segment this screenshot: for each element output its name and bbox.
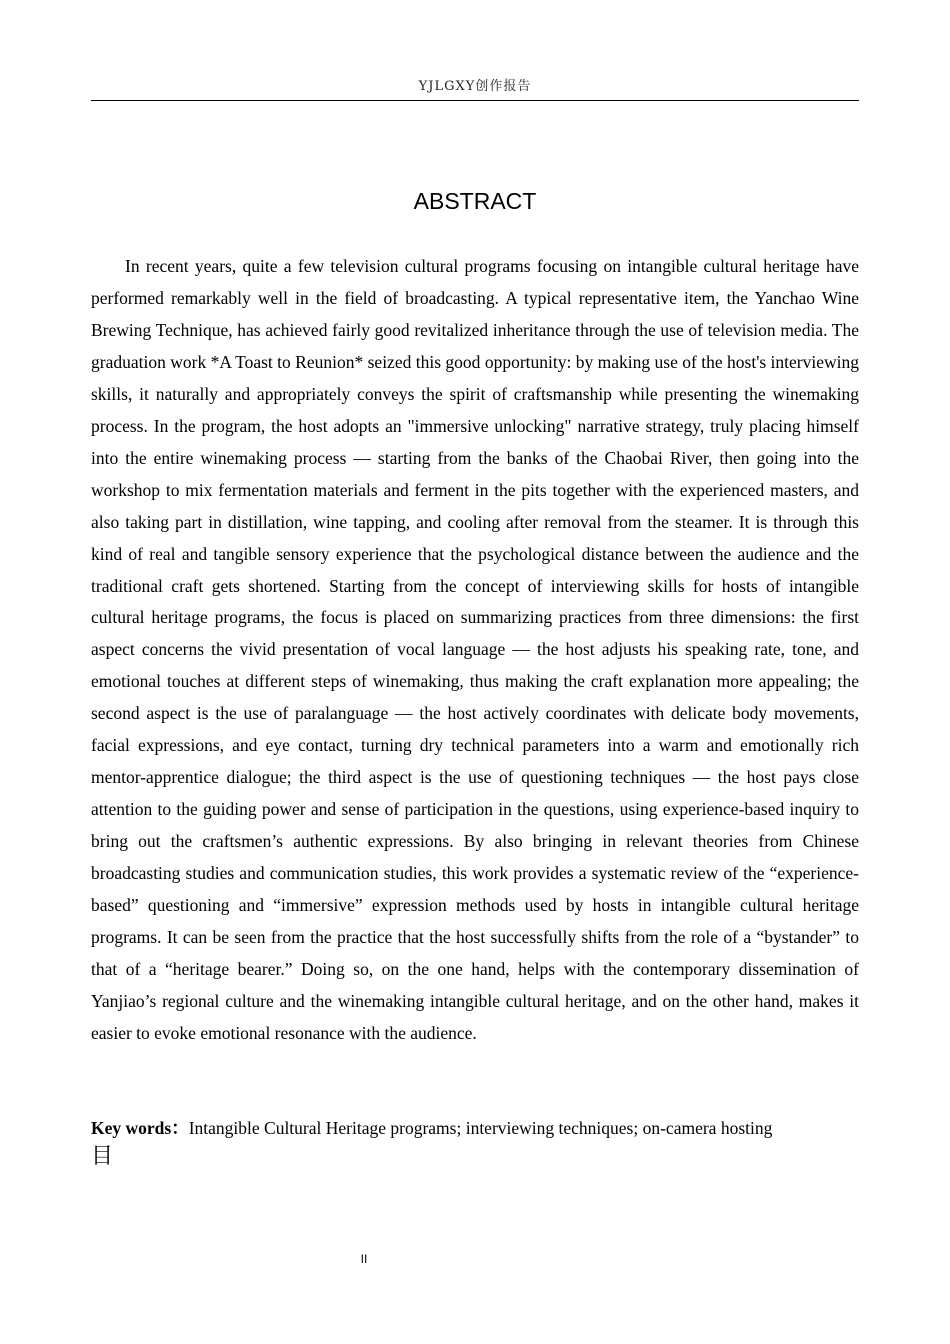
- keywords-label: Key words：: [91, 1118, 189, 1138]
- keywords-text: Intangible Cultural Heritage programs; interviewing techniques; on-camera hosting: [188, 1118, 773, 1138]
- abstract-title: ABSTRACT: [413, 188, 537, 214]
- abstract-body: In recent years, quite a few television cultural programs focusing on intangible cultural heritage have performed remarkably well in the field of broadcasting. A typical representative item, the Yanchao Wine Brewing Technique, has achieved fairly good revitalized inheritance through the use of television media. The graduation work *A Toast to Reunion* seized this good opportunity: by making use of the host's interviewing skills, it naturally and appropriately conveys the spirit of craftsmanship while presenting the winemaking process. In the program, the host adopts an "immersive unlocking" narrative strategy, truly placing himself into the entire winemaking process — starting from the banks of the Chaobai River, then going into the workshop to mix fermentation materials and ferment in the pits together with the experienced masters, and also taking part in distillation, wine tapping, and cooling after removal from the steamer. It is through this kind of real and tangible sensory experience that the psychological distance between the audience and the traditional craft gets shortened. Starting from the concept of interviewing skills for hosts of intangible cultural heritage programs, the focus is placed on summarizing practices from three dimensions: the first aspect concerns the vivid presentation of vocal language — the host adjusts his speaking rate, tone, and emotional touches at different steps of winemaking, thus making the craft explanation more appealing; the second aspect is the use of paralanguage — the host actively coordinates with delicate body movements, facial expressions, and eye contact, turning dry technical parameters into a warm and emotionally rich mentor-apprentice dialogue; the third aspect is the use of questioning techniques — the host pays close attention to the guiding power and sense of participation in the questions, using experience-based inquiry to bring out the craftsmen’s authentic expressions. By also bringing in relevant theories from Chinese broadcasting studies and communication studies, this work provides a systematic review of the “experience-based” questioning and “immersive” expression methods used by hosts in intangible cultural heritage programs. It can be seen from the practice that the host successfully shifts from the role of a “bystander” to that of a “heritage bearer.” Doing so, on the one hand, helps with the contemporary dissemination of Yanjiao’s regional culture and the winemaking intangible cultural heritage, and on the other hand, makes it easier to evoke emotional resonance with the audience.: [91, 256, 859, 1043]
- page-number: II: [360, 1252, 368, 1266]
- keywords-line: [91, 1113, 859, 1144]
- page-header: YJLGXY创作报告: [91, 76, 859, 101]
- toc-heading: 目: [91, 1144, 114, 1169]
